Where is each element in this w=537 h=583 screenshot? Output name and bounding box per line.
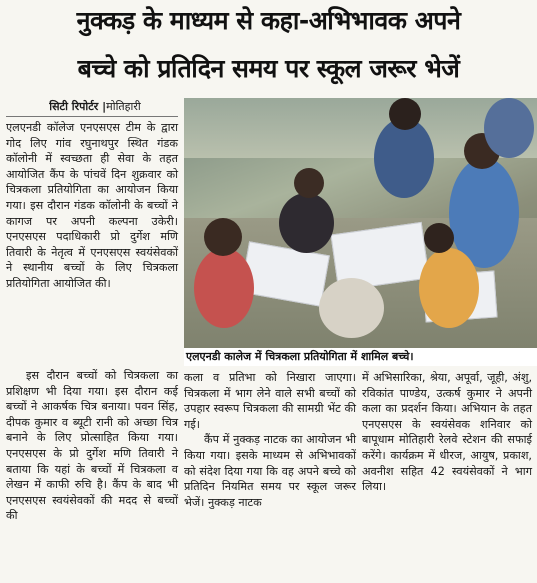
child-head <box>294 168 324 198</box>
child-head <box>389 98 421 130</box>
child-figure <box>319 278 384 338</box>
child-figure <box>194 248 254 328</box>
byline-separator: | <box>102 100 107 113</box>
byline-location: मोतिहारी <box>106 100 141 113</box>
child-figure <box>374 118 434 198</box>
child-figure <box>419 248 479 328</box>
article-column-3 <box>362 370 532 495</box>
article-column-1-bottom <box>6 368 178 524</box>
child-head <box>424 223 454 253</box>
child-head <box>204 218 242 256</box>
background-figure <box>484 98 534 158</box>
article-photo <box>184 98 537 348</box>
byline-reporter: सिटी रिपोर्टर <box>49 100 99 113</box>
article-column-2 <box>184 370 356 510</box>
byline-rule <box>6 116 178 117</box>
headline-line-2: बच्चे को प्रतिदिन समय पर स्कूल जरूर भेजें <box>77 54 460 83</box>
child-figure <box>279 193 334 253</box>
photo-caption: एलएनडी कालेज में चित्रकला प्रतियोगिता में शामिल बच्चे। <box>186 350 414 363</box>
byline <box>20 99 170 114</box>
paragraph-5: में अभिसारिका, श्रेया, अपूर्वा, जूही, अंशु, रविकांत पाण्डेय, उत्कर्ष कुमार ने अपनी कला का प्रदर्शन किया। अभियान के तहत एनएसएस के स्वयंसेवक शनिवार को बापूधाम मोतिहारी रेलवे स्टेशन की सफाई करेंगे। कार्यक्रम में धीरज, आयुष, प्रकाश, अवनीश सहित 42 स्वयंसेवकों ने भाग लिया। <box>362 371 532 494</box>
article-column-1-top <box>6 120 178 292</box>
paragraph-2: इस दौरान बच्चों को चित्रकला का प्रशिक्षण भी दिया गया। इस दौरान कई बच्चों ने आकर्षक चित्र बनाया। पवन सिंह, दीपक कुमार व ब्यूटी रानी को अच्छा चित्र बनाने के लिए प्रोत्साहित किया गया। एनएसएस के प्रो दुर्गेश मणि तिवारी ने बताया कि यहां के बच्चों में चित्रकला व लेखन में काफी रुचि है। कैंप के बाद भी एनएसएस स्वयंसेवकों की मदद से बच्चों की <box>6 369 178 523</box>
paragraph-1: एलएनडी कॉलेज एनएसएस टीम के द्वारा गोद लिए गांव रघुनाथपुर स्थित गंडक कॉलोनी में स्वच्छता ही सेवा के तहत आयोजित कैंप के पांचवें दिन शुक्रवार को चित्रकला प्रतियोगिता का आयोजन किया गया। इस दौरान गंडक कॉलोनी के बच्चों ने कागज पर अपनी कल्पना उकेरी। एनएसएस पदाधिकारी प्रो दुर्गेश मणि तिवारी के नेतृत्व में एनएसएस स्वयंसेवकों ने स्थानीय बच्चों के लिए चित्रकला प्रतियोगिता आयोजित की। <box>6 121 178 290</box>
paragraph-3: कला व प्रतिभा को निखारा जाएगा। चित्रकला में भाग लेने वाले सभी बच्चों को उपहार स्वरूप चित्रकला की सामग्री भेंट की गई। <box>184 371 356 431</box>
paragraph-4: कैंप में नुक्कड़ नाटक का आयोजन भी किया गया। इसके माध्यम से अभिभावकों को संदेश दिया गया कि वह अपने बच्चे को प्रतिदिन नियमित समय पर स्कूल जरूर भेजें। नुक्कड़ नाटक <box>184 433 356 509</box>
headline-line-1: नुक्कड़ के माध्यम से कहा-अभिभावक अपने <box>76 6 461 35</box>
